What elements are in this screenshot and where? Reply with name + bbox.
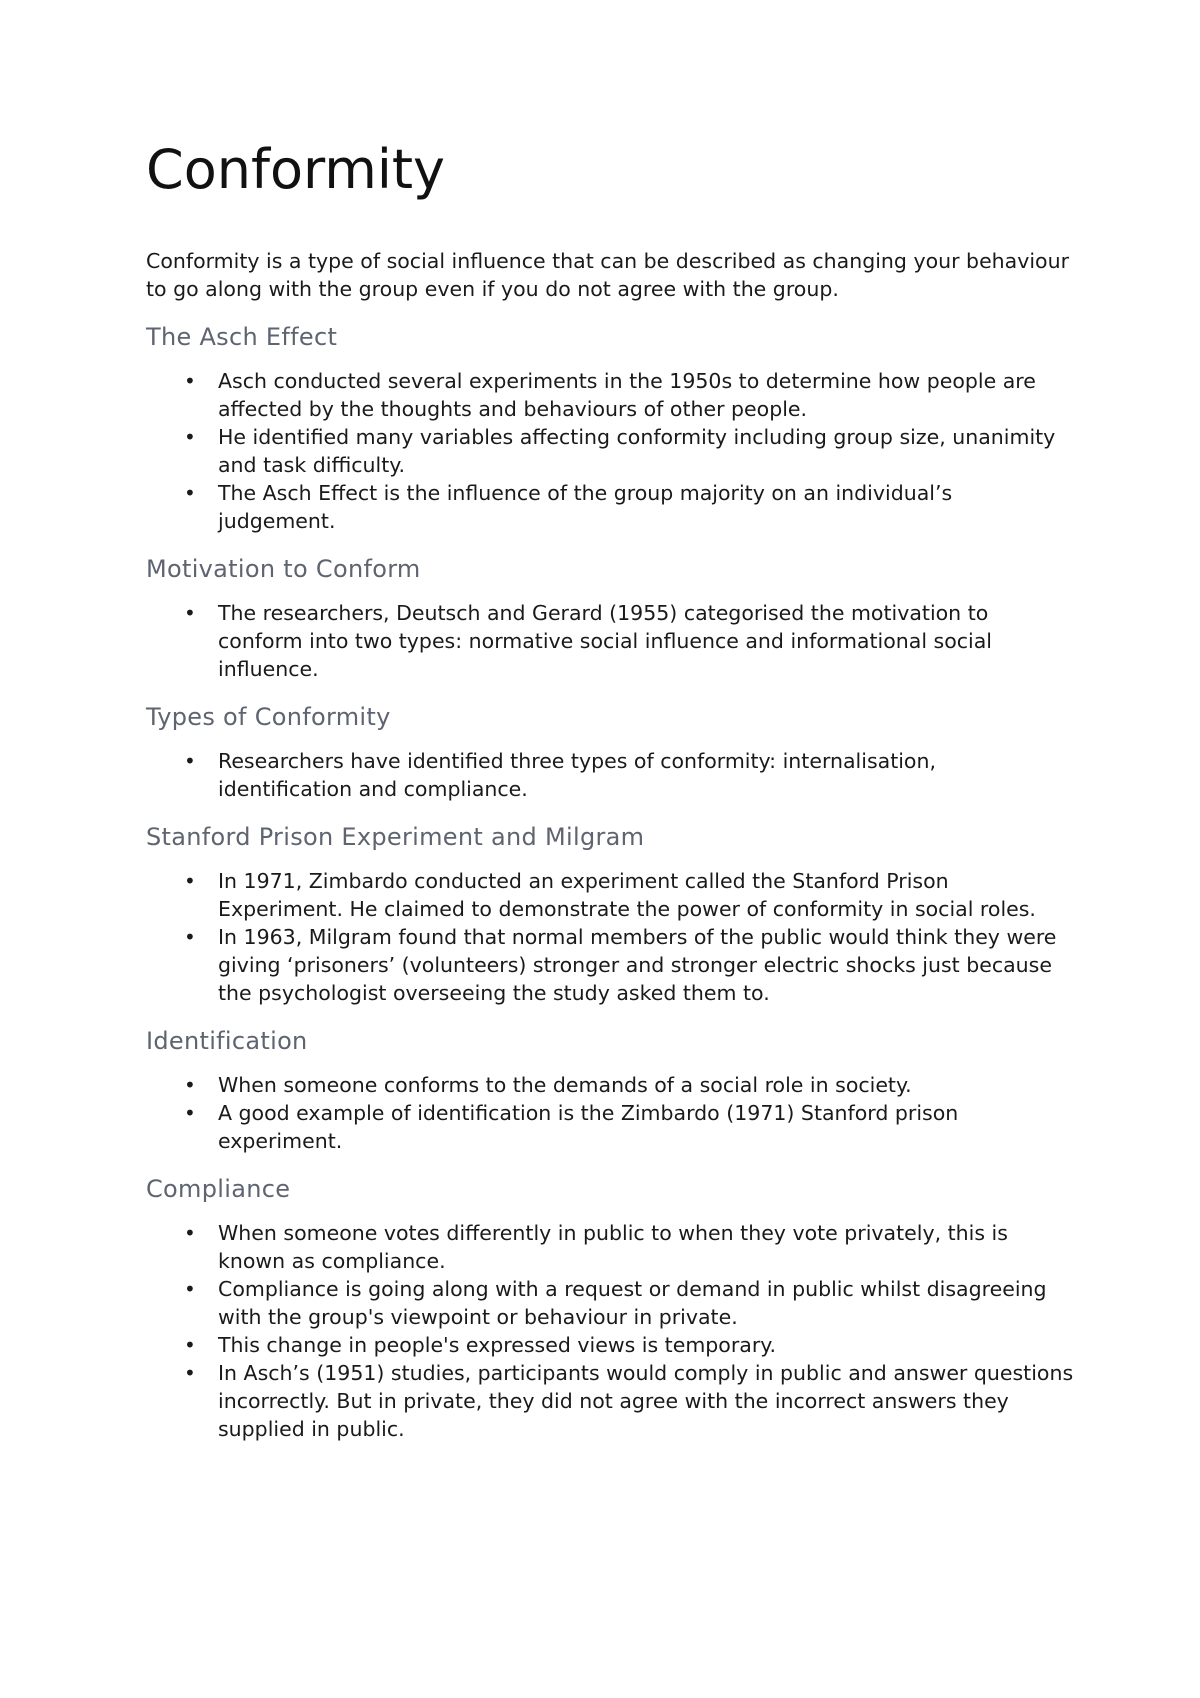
list-item [146, 1275, 1076, 1331]
list-item [146, 599, 1076, 683]
bullet-list [146, 747, 1076, 803]
list-item [146, 423, 1076, 479]
bullet-icon: • [184, 601, 196, 626]
list-item [146, 1359, 1076, 1443]
list-item-text: When someone conforms to the demands of a social role in society. [218, 1073, 912, 1098]
list-item-text: The researchers, Deutsch and Gerard (1955) categorised the motivation to conform into two types: normative social influence and informational social influence. [218, 601, 992, 682]
document-title: Conformity [146, 138, 446, 201]
list-item-text: Asch conducted several experiments in the 1950s to determine how people are affected by the thoughts and behaviours of other people. [218, 369, 1036, 422]
section-heading: Types of Conformity [146, 703, 391, 732]
bullet-icon: • [184, 1221, 196, 1246]
bullet-list [146, 1219, 1076, 1443]
list-item-text: When someone votes differently in public to when they vote privately, this is known as compliance. [218, 1221, 1008, 1274]
list-item [146, 1071, 1076, 1099]
section-heading: The Asch Effect [146, 323, 338, 352]
section-heading: Motivation to Conform [146, 555, 421, 584]
bullet-list [146, 599, 1076, 683]
intro-paragraph: Conformity is a type of social influence that can be described as changing your behaviour to go along with the group even if you do not agree with the group. [146, 249, 1070, 302]
list-item [146, 867, 1076, 923]
list-item-text: A good example of identification is the Zimbardo (1971) Stanford prison experiment. [218, 1101, 959, 1154]
bullet-icon: • [184, 869, 196, 894]
bullet-list [146, 367, 1076, 535]
bullet-icon: • [184, 925, 196, 950]
section-heading: Stanford Prison Experiment and Milgram [146, 823, 645, 852]
section-stanford-prison-and-milgram [146, 821, 1076, 1007]
list-item-text: This change in people's expressed views is temporary. [218, 1333, 776, 1358]
bullet-icon: • [184, 1361, 196, 1386]
bullet-icon: • [184, 425, 196, 450]
list-item [146, 1331, 1076, 1359]
list-item [146, 1099, 1076, 1155]
section-motivation-to-conform [146, 553, 1076, 683]
bullet-icon: • [184, 1101, 196, 1126]
bullet-icon: • [184, 1277, 196, 1302]
bullet-icon: • [184, 1333, 196, 1358]
bullet-icon: • [184, 749, 196, 774]
bullet-list [146, 867, 1076, 1007]
list-item [146, 747, 1076, 803]
bullet-icon: • [184, 1073, 196, 1098]
section-heading: Compliance [146, 1175, 291, 1204]
bullet-list [146, 1071, 1076, 1155]
bullet-icon: • [184, 481, 196, 506]
list-item [146, 479, 1076, 535]
list-item [146, 367, 1076, 423]
section-compliance [146, 1173, 1076, 1443]
list-item-text: Compliance is going along with a request or demand in public whilst disagreeing with the group's viewpoint or behaviour in private. [218, 1277, 1047, 1330]
list-item-text: Researchers have identified three types of conformity: internalisation, identification and compliance. [218, 749, 936, 802]
list-item [146, 923, 1076, 1007]
list-item-text: He identified many variables affecting conformity including group size, unanimity and task difficulty. [218, 425, 1056, 478]
section-identification [146, 1025, 1076, 1155]
list-item-text: In 1963, Milgram found that normal members of the public would think they were giving ‘prisoners’ (volunteers) stronger and stronger electric shocks just because the psychologist overseeing the study asked them to. [218, 925, 1057, 1006]
document-page [146, 140, 1076, 1443]
list-item [146, 1219, 1076, 1275]
section-asch-effect [146, 321, 1076, 535]
list-item-text: The Asch Effect is the influence of the group majority on an individual’s judgement. [218, 481, 953, 534]
bullet-icon: • [184, 369, 196, 394]
list-item-text: In Asch’s (1951) studies, participants would comply in public and answer questions incorrectly. But in private, they did not agree with the incorrect answers they supplied in public. [218, 1361, 1074, 1442]
section-heading: Identification [146, 1027, 308, 1056]
list-item-text: In 1971, Zimbardo conducted an experiment called the Stanford Prison Experiment. He claimed to demonstrate the power of conformity in social roles. [218, 869, 1036, 922]
section-types-of-conformity [146, 701, 1076, 803]
